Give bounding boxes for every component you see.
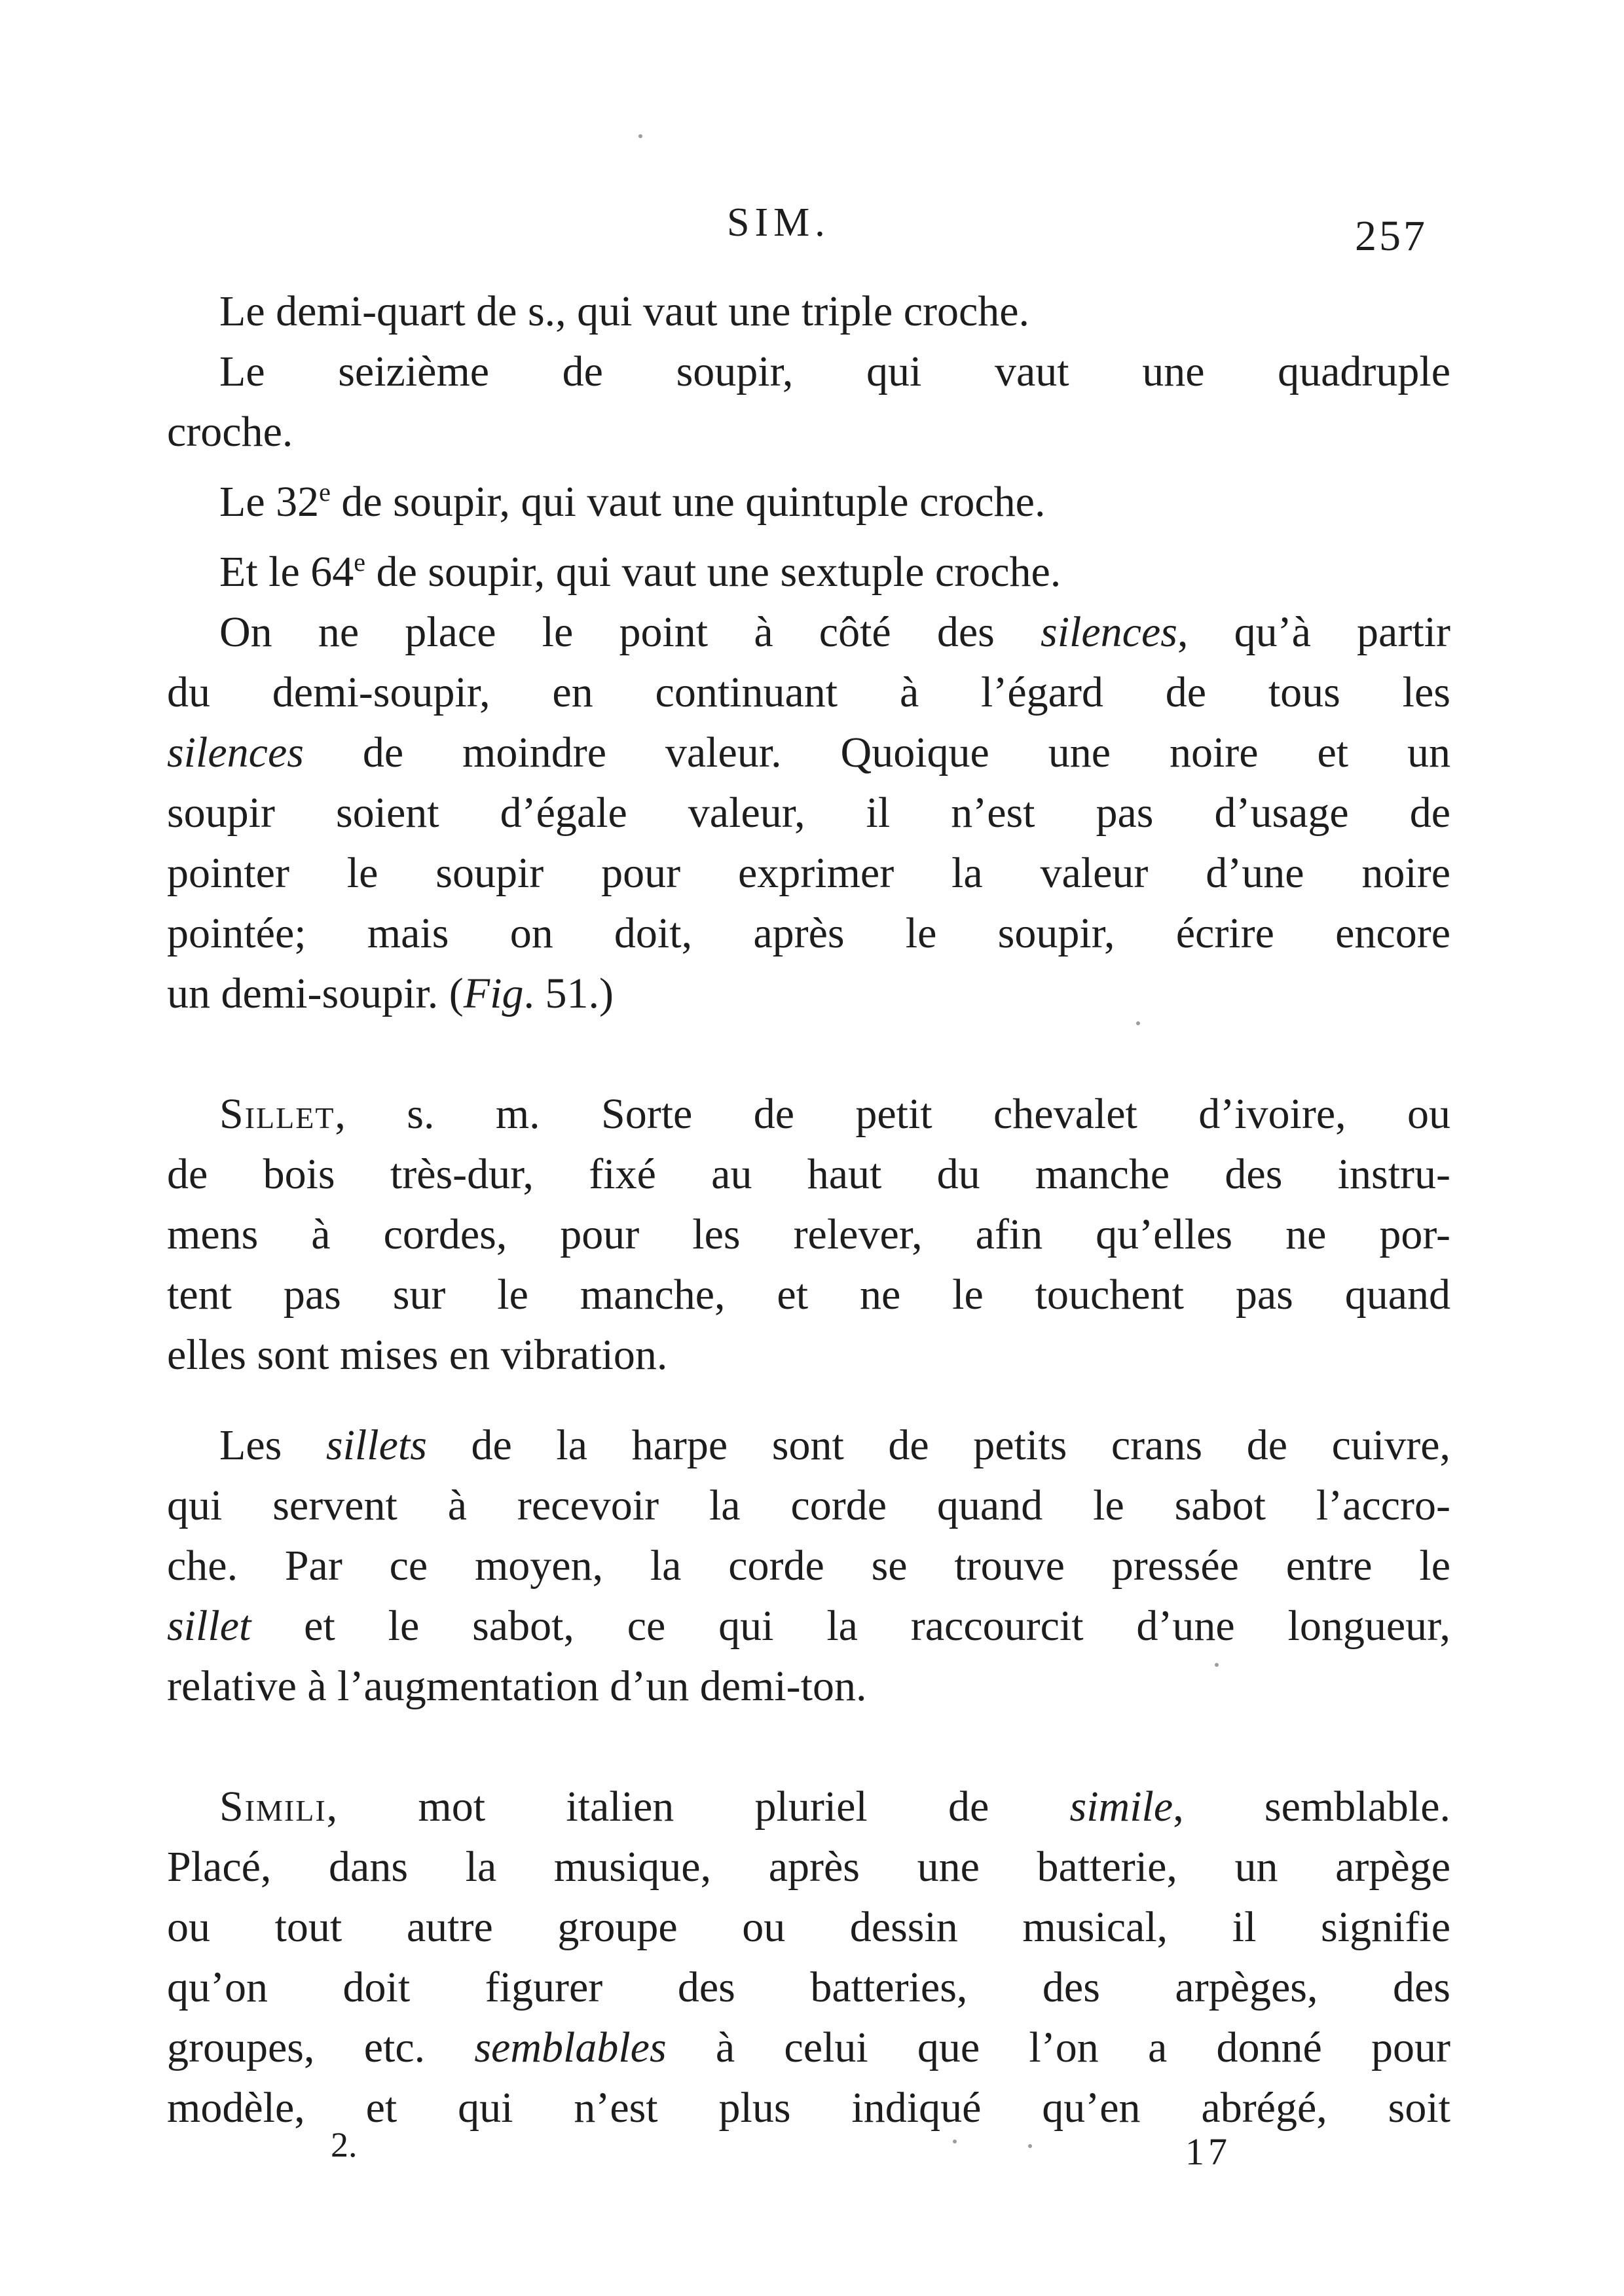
paragraph-line: modèle, et qui n’est plus indiqué qu’en abrégé, soit xyxy=(167,2084,1450,2132)
print-speck xyxy=(1136,1021,1140,1025)
paragraph-line: du demi-soupir, en continuant à l’égard de tous les xyxy=(167,668,1450,716)
paragraph-spacer xyxy=(167,1385,1450,1415)
page-header xyxy=(0,200,1624,259)
paragraph-line: elles sont mises en vibration. xyxy=(167,1331,668,1379)
paragraph-line: groupes, etc. semblables à celui que l’on a donné pour xyxy=(167,2024,1450,2071)
paragraph-line: de bois très-dur, fixé au haut du manche des instru- xyxy=(167,1150,1450,1198)
paragraph-line: Placé, dans la musique, après une batterie, un arpège xyxy=(167,1843,1450,1891)
paragraph-line: Le seizième de soupir, qui vaut une quadruple xyxy=(219,348,1450,395)
print-speck xyxy=(1028,2144,1032,2148)
page-number: 257 xyxy=(1355,212,1428,260)
paragraph-line: Le 32e de soupir, qui vaut une quintuple croche. xyxy=(219,477,1046,526)
paragraph-line: silences de moindre valeur. Quoique une noire et un xyxy=(167,729,1450,776)
entry-line: Sillet, s. m. Sorte de petit chevalet d’ivoire, ou xyxy=(219,1090,1450,1138)
entry-line: Simili, mot italien pluriel de simile, semblable. xyxy=(219,1783,1450,1831)
paragraph-line: pointer le soupir pour exprimer la valeur d’une noire xyxy=(167,849,1450,897)
paragraph-line: un demi-soupir. (Fig. 51.) xyxy=(167,970,614,1017)
paragraph-line: On ne place le point à côté des silences, qu’à partir xyxy=(219,608,1450,656)
paragraph-spacer xyxy=(167,1024,1450,1084)
running-head: SIM. xyxy=(727,200,830,245)
print-speck xyxy=(953,2140,957,2143)
paragraph-line: sillet et le sabot, ce qui la raccourcit d’une longueur, xyxy=(167,1602,1450,1650)
signature-mark: 2. xyxy=(331,2125,358,2164)
paragraph-line: che. Par ce moyen, la corde se trouve pressée entre le xyxy=(167,1542,1450,1590)
paragraph-line: tent pas sur le manche, et ne le touchent pas quand xyxy=(167,1271,1450,1319)
paragraph-line: pointée; mais on doit, après le soupir, écrire encore xyxy=(167,909,1450,957)
paragraph-line: qui servent à recevoir la corde quand le sabot l’accro- xyxy=(167,1482,1450,1529)
gathering-number: 17 xyxy=(1185,2130,1231,2173)
print-speck xyxy=(638,134,642,138)
entry-headword: Simili xyxy=(219,1783,327,1831)
paragraph-line: mens à cordes, pour les relever, afin qu’elles ne por- xyxy=(167,1211,1450,1258)
paragraph-line: croche. xyxy=(167,408,293,456)
paragraph-line: soupir soient d’égale valeur, il n’est pas d’usage de xyxy=(167,789,1450,837)
paragraph-line: relative à l’augmentation d’un demi-ton. xyxy=(167,1662,867,1710)
body-text xyxy=(167,282,1450,2138)
paragraph-line: qu’on doit figurer des batteries, des arpèges, des xyxy=(167,1963,1450,2011)
paragraph-line: Les sillets de la harpe sont de petits crans de cuivre, xyxy=(219,1421,1450,1469)
entry-headword: Sillet xyxy=(219,1090,335,1138)
paragraph-line: ou tout autre groupe ou dessin musical, il signifie xyxy=(167,1903,1450,1951)
paragraph-line: Le demi-quart de s., qui vaut une triple croche. xyxy=(219,287,1030,335)
paragraph-line: Et le 64e de soupir, qui vaut une sextuple croche. xyxy=(219,547,1061,596)
page-footer xyxy=(0,2124,1624,2177)
print-speck xyxy=(1215,1663,1219,1667)
paragraph-spacer xyxy=(167,1717,1450,1777)
